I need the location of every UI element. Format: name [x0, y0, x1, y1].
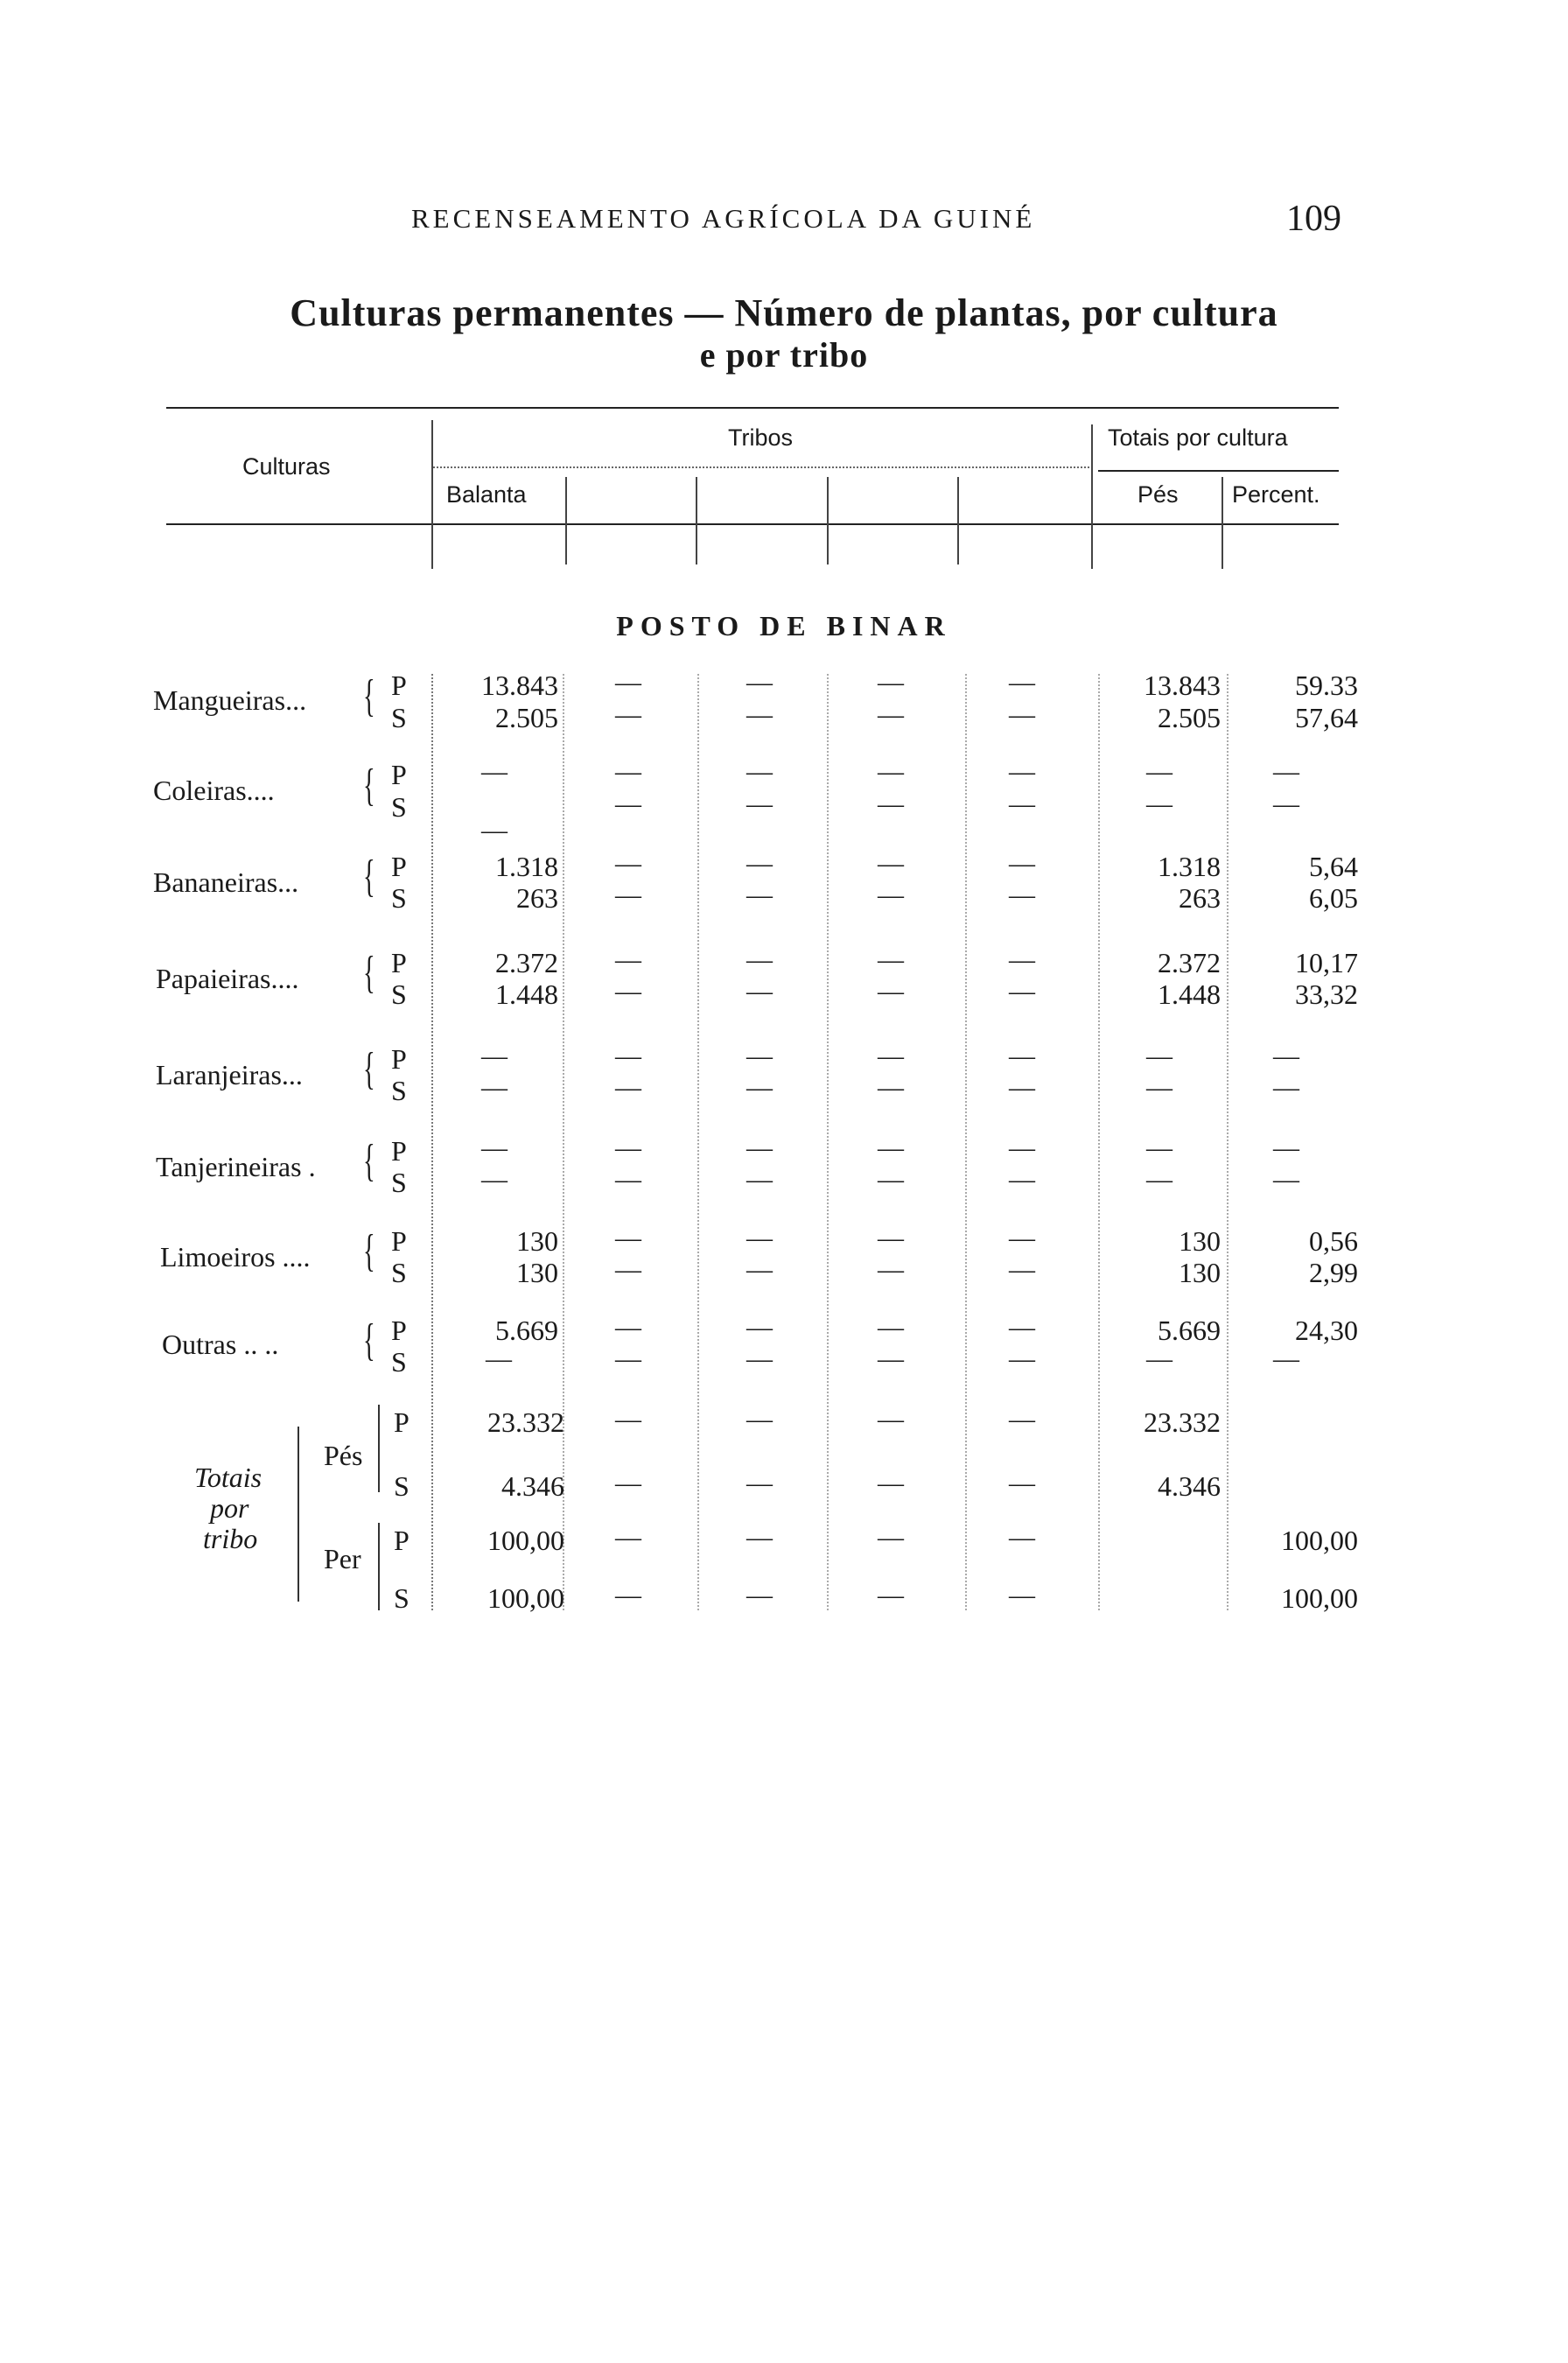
tribe3-s: —: [878, 977, 904, 1006]
pct-s: 57,64: [1295, 702, 1358, 733]
totals-per-label: Per: [324, 1543, 361, 1574]
tribe2-s: —: [746, 789, 773, 818]
row-brace: {: [363, 852, 375, 901]
tribe4-p: —: [1009, 1224, 1035, 1252]
pct-s: 6,05: [1309, 882, 1358, 914]
tribe2-s: —: [746, 700, 773, 729]
totals-t2-pes-p: —: [746, 1405, 773, 1434]
row-p: P: [391, 851, 407, 882]
totals-label-totais: Totais: [194, 1462, 262, 1493]
tribe1-p: —: [615, 668, 641, 697]
pct-p: 5,64: [1309, 851, 1358, 882]
tribe2-s: —: [746, 977, 773, 1006]
pct-s: —: [1273, 1165, 1299, 1194]
header-top-rule: [166, 407, 1339, 409]
pes-p: 13.843: [1144, 670, 1221, 701]
totals-cultura-per-p: 100,00: [1281, 1525, 1358, 1556]
row-brace: {: [363, 948, 375, 998]
tribe2-s: —: [746, 1255, 773, 1284]
row-p: P: [391, 1225, 407, 1257]
section-title: POSTO DE BINAR: [616, 610, 952, 642]
body-divider-t2: [827, 674, 829, 1610]
totals-cultura-pes-p: 23.332: [1144, 1406, 1221, 1438]
row-s: S: [391, 1167, 407, 1198]
header-bottom-rule: [166, 523, 1339, 525]
tribe1-p: —: [615, 849, 641, 878]
pes-s: 2.505: [1158, 702, 1221, 733]
tribe2-s: —: [746, 1165, 773, 1194]
pes-p: 5.669: [1158, 1315, 1221, 1346]
totals-per-p-letter: P: [394, 1525, 410, 1556]
tribe3-p: —: [878, 1133, 904, 1162]
pct-p: —: [1273, 1133, 1299, 1162]
tribe4-s: —: [1009, 789, 1035, 818]
pes-p: —: [1146, 757, 1172, 786]
body-divider-t1: [697, 674, 699, 1610]
totals-label-por: por: [210, 1492, 249, 1524]
balanta-p: —: [481, 1041, 508, 1070]
tribe2-p: —: [746, 849, 773, 878]
balanta-s: —: [486, 1344, 512, 1373]
pes-s: —: [1146, 789, 1172, 818]
pct-p: 24,30: [1295, 1315, 1358, 1346]
tribe4-p: —: [1009, 757, 1035, 786]
tribe-col-divider-3: [827, 477, 829, 564]
pes-s: —: [1146, 1165, 1172, 1194]
pes-s: 1.448: [1158, 978, 1221, 1010]
tribe-col-divider-1: [565, 477, 567, 564]
tribe3-p: —: [878, 1313, 904, 1342]
page-number: 109: [1286, 199, 1341, 239]
pct-p: 0,56: [1309, 1225, 1358, 1257]
pes-p: —: [1146, 1133, 1172, 1162]
totals-per-s-letter: S: [394, 1582, 410, 1614]
tribe4-s: —: [1009, 977, 1035, 1006]
totals-t4-pes-p: —: [1009, 1405, 1035, 1434]
tribe3-s: —: [878, 700, 904, 729]
pct-s: —: [1273, 1073, 1299, 1102]
tribe4-s: —: [1009, 1165, 1035, 1194]
tribe1-p: —: [615, 945, 641, 974]
pct-s: 2,99: [1309, 1257, 1358, 1288]
row-s: S: [391, 1257, 407, 1288]
tribe-col-divider-2: [696, 477, 697, 564]
pes-p: 130: [1179, 1225, 1221, 1257]
row-label: Limoeiros ....: [160, 1241, 311, 1273]
balanta-p: —: [481, 757, 508, 786]
totals-t3-pes-p: —: [878, 1405, 904, 1434]
totais-underline: [1098, 470, 1339, 472]
balanta-p: 130: [516, 1225, 558, 1257]
tribe3-p: —: [878, 668, 904, 697]
totals-t4-per-s: —: [1009, 1581, 1035, 1609]
tribe2-p: —: [746, 1133, 773, 1162]
tribe2-p: —: [746, 1041, 773, 1070]
pes-p: —: [1146, 1041, 1172, 1070]
totals-t2-per-s: —: [746, 1581, 773, 1609]
totals-pes-p-letter: P: [394, 1406, 410, 1438]
tribos-totais-divider: [1091, 424, 1093, 569]
totals-t1-pes-s: —: [615, 1469, 641, 1497]
row-label: Bananeiras...: [153, 866, 299, 898]
tribe4-s: —: [1009, 1255, 1035, 1284]
tribe1-p: —: [615, 1041, 641, 1070]
tribe3-s: —: [878, 1344, 904, 1373]
tribe3-s: —: [878, 880, 904, 909]
pct-p: 59.33: [1295, 670, 1358, 701]
tribe4-p: —: [1009, 1313, 1035, 1342]
tribe4-p: —: [1009, 1041, 1035, 1070]
tribe2-p: —: [746, 1313, 773, 1342]
pct-p: —: [1273, 1041, 1299, 1070]
tribe2-s: —: [746, 1073, 773, 1102]
balanta-p: 5.669: [495, 1315, 558, 1346]
tribe4-p: —: [1009, 668, 1035, 697]
body-divider-pes: [1227, 674, 1228, 1610]
tribe2-p: —: [746, 1224, 773, 1252]
tribe-col-divider-4: [957, 477, 959, 564]
row-label: Outras .. ..: [162, 1329, 279, 1360]
tribe2-s: —: [746, 1344, 773, 1373]
table-title-line1: Culturas permanentes — Número de plantas, por cultura: [290, 291, 1278, 334]
tribe4-p: —: [1009, 1133, 1035, 1162]
tribe3-p: —: [878, 757, 904, 786]
balanta-s: 2.505: [495, 702, 558, 733]
row-brace: {: [363, 1044, 375, 1094]
header-culturas: Culturas: [242, 453, 331, 480]
tribe4-s: —: [1009, 700, 1035, 729]
tribe4-s: —: [1009, 880, 1035, 909]
balanta-p: 2.372: [495, 947, 558, 978]
totals-t3-per-s: —: [878, 1581, 904, 1609]
totals-per-p: 100,00: [487, 1525, 564, 1556]
totals-t1-per-p: —: [615, 1523, 641, 1552]
pes-s: —: [1146, 1344, 1172, 1373]
running-head: RECENSEAMENTO AGRÍCOLA DA GUINÉ: [411, 203, 1036, 234]
tribe3-s: —: [878, 789, 904, 818]
balanta-p: —: [481, 1133, 508, 1162]
totals-t1-pes-p: —: [615, 1405, 641, 1434]
tribe3-s: —: [878, 1165, 904, 1194]
pes-percent-divider: [1222, 477, 1223, 569]
tribe3-p: —: [878, 945, 904, 974]
tribe4-s: —: [1009, 1344, 1035, 1373]
header-balanta: Balanta: [446, 481, 527, 508]
tribe2-p: —: [746, 668, 773, 697]
tribe2-p: —: [746, 945, 773, 974]
totals-cultura-pes-s: 4.346: [1158, 1470, 1221, 1502]
totals-pes-p: 23.332: [487, 1406, 564, 1438]
body-divider-t3: [965, 674, 967, 1610]
tribe3-p: —: [878, 1041, 904, 1070]
tribe1-s: —: [615, 1073, 641, 1102]
totals-pes-s-letter: S: [394, 1470, 410, 1502]
totals-per-brace: [378, 1523, 388, 1610]
pct-s: —: [1273, 789, 1299, 818]
row-s: S: [391, 1075, 407, 1106]
totals-pes-brace: [378, 1405, 388, 1492]
totals-pes-s: 4.346: [501, 1470, 564, 1502]
row-label: Tanjerineiras .: [156, 1151, 316, 1182]
pes-s: 130: [1179, 1257, 1221, 1288]
balanta-p: 1.318: [495, 851, 558, 882]
pct-s: —: [1273, 1344, 1299, 1373]
tribe1-s: —: [615, 789, 641, 818]
row-label: Laranjeiras...: [156, 1059, 303, 1090]
row-brace: {: [363, 1226, 375, 1276]
culturas-divider: [431, 420, 433, 569]
pes-s: 263: [1179, 882, 1221, 914]
tribe1-s: —: [615, 1165, 641, 1194]
totals-t1-per-s: —: [615, 1581, 641, 1609]
tribe4-p: —: [1009, 849, 1035, 878]
row-s: S: [391, 978, 407, 1010]
tribe3-p: —: [878, 1224, 904, 1252]
tribos-underline: [433, 466, 1089, 468]
balanta-s: —: [481, 1165, 508, 1194]
tribe2-s: —: [746, 880, 773, 909]
row-label: Coleiras....: [153, 775, 275, 806]
header-percent: Percent.: [1232, 481, 1320, 508]
tribe4-p: —: [1009, 945, 1035, 974]
tribe2-p: —: [746, 757, 773, 786]
totals-cultura-per-s: 100,00: [1281, 1582, 1358, 1614]
tribe1-s: —: [615, 977, 641, 1006]
balanta-p: 13.843: [481, 670, 558, 701]
row-brace: {: [363, 761, 375, 810]
row-p: P: [391, 759, 407, 790]
row-brace: {: [363, 671, 375, 721]
pct-p: —: [1273, 757, 1299, 786]
totals-t4-per-p: —: [1009, 1523, 1035, 1552]
pes-s: —: [1146, 1073, 1172, 1102]
totals-pes-label: Pés: [324, 1440, 363, 1471]
balanta-s: 1.448: [495, 978, 558, 1010]
row-p: P: [391, 1315, 407, 1346]
totals-t3-pes-s: —: [878, 1469, 904, 1497]
totals-outer-brace: [298, 1427, 310, 1602]
row-label: Papaieiras....: [156, 963, 299, 994]
tribe1-p: —: [615, 1224, 641, 1252]
totals-per-s: 100,00: [487, 1582, 564, 1614]
pes-p: 1.318: [1158, 851, 1221, 882]
totals-t4-pes-s: —: [1009, 1469, 1035, 1497]
tribe1-p: —: [615, 1133, 641, 1162]
tribe3-s: —: [878, 1255, 904, 1284]
totals-t3-per-p: —: [878, 1523, 904, 1552]
row-brace: {: [363, 1136, 375, 1186]
tribe1-s: —: [615, 1344, 641, 1373]
tribe1-s: —: [615, 700, 641, 729]
pes-p: 2.372: [1158, 947, 1221, 978]
balanta-s: 130: [516, 1257, 558, 1288]
tribe1-p: —: [615, 1313, 641, 1342]
table-title-line2: e por tribo: [699, 335, 869, 375]
row-p: P: [391, 1043, 407, 1075]
balanta-s: —: [481, 1073, 508, 1102]
header-tribos: Tribos: [728, 424, 794, 451]
header-totais: Totais por cultura: [1108, 424, 1288, 451]
row-label: Mangueiras...: [153, 684, 307, 716]
header-pes: Pés: [1138, 481, 1179, 508]
totals-t2-per-p: —: [746, 1523, 773, 1552]
tribe3-p: —: [878, 849, 904, 878]
tribe1-s: —: [615, 880, 641, 909]
row-brace: {: [363, 1315, 375, 1365]
row-s: S: [391, 1346, 407, 1378]
row-s: S: [391, 791, 407, 823]
tribe4-s: —: [1009, 1073, 1035, 1102]
row-s: S: [391, 702, 407, 733]
tribe1-s: —: [615, 1255, 641, 1284]
row-p: P: [391, 1135, 407, 1167]
pct-p: 10,17: [1295, 947, 1358, 978]
totals-t2-pes-s: —: [746, 1469, 773, 1497]
totals-label-tribo: tribo: [203, 1523, 258, 1554]
balanta-s: —: [481, 816, 508, 845]
row-s: S: [391, 882, 407, 914]
tribe3-s: —: [878, 1073, 904, 1102]
row-p: P: [391, 947, 407, 978]
row-p: P: [391, 670, 407, 701]
tribe1-p: —: [615, 757, 641, 786]
balanta-s: 263: [516, 882, 558, 914]
pct-s: 33,32: [1295, 978, 1358, 1010]
